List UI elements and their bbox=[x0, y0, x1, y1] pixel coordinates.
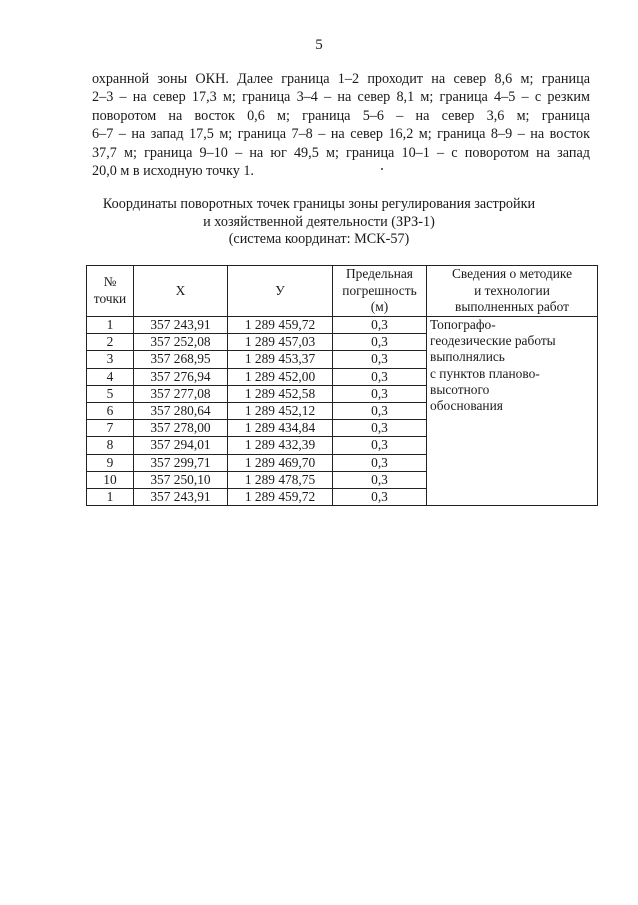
cell-y: 1 289 434,84 bbox=[228, 420, 333, 437]
cell-x: 357 277,08 bbox=[134, 385, 228, 402]
table-row bbox=[87, 317, 598, 334]
header-error-line: погрешность bbox=[342, 282, 417, 298]
cell-x: 357 294,01 bbox=[134, 437, 228, 454]
header-error-line: (м) bbox=[370, 299, 389, 315]
method-note-line: высотного bbox=[430, 381, 490, 397]
body-line: 6–7 – на запад 17,5 м; граница 7–8 – на север 16,2 м; граница 8–9 – на восток bbox=[92, 126, 590, 143]
body-line: 2–3 – на север 17,3 м; граница 3–4 – на север 8,1 м; граница 4–5 – с резким bbox=[92, 89, 590, 106]
cell-point: 1 bbox=[87, 489, 134, 506]
cell-error: 0,3 bbox=[333, 420, 427, 437]
cell-point: 5 bbox=[87, 385, 134, 402]
cell-point: 7 bbox=[87, 420, 134, 437]
cell-error: 0,3 bbox=[333, 351, 427, 368]
table-caption bbox=[0, 196, 638, 249]
header-method bbox=[427, 266, 598, 317]
stray-mark bbox=[381, 168, 383, 170]
cell-error: 0,3 bbox=[333, 334, 427, 351]
caption-line: Координаты поворотных точек границы зоны регулирования застройки bbox=[102, 196, 536, 212]
method-note-line: Топографо- bbox=[430, 317, 496, 332]
cell-x: 357 250,10 bbox=[134, 471, 228, 488]
body-line: поворотом на восток 0,6 м; граница 5–6 – на север 3,6 м; граница bbox=[92, 107, 590, 124]
body-paragraph bbox=[92, 70, 590, 180]
cell-point: 8 bbox=[87, 437, 134, 454]
cell-y: 1 289 457,03 bbox=[228, 334, 333, 351]
body-line: охранной зоны ОКН. Далее граница 1–2 проходит на север 8,6 м; граница bbox=[92, 71, 590, 87]
cell-error: 0,3 bbox=[333, 437, 427, 454]
cell-x: 357 243,91 bbox=[134, 489, 228, 506]
cell-x: 357 280,64 bbox=[134, 403, 228, 420]
method-note-cell bbox=[427, 317, 598, 506]
cell-error: 0,3 bbox=[333, 317, 427, 334]
cell-point: 9 bbox=[87, 454, 134, 471]
cell-point: 4 bbox=[87, 368, 134, 385]
body-line: 20,0 м в исходную точку 1. bbox=[92, 162, 254, 179]
header-y: У bbox=[228, 266, 333, 317]
cell-error: 0,3 bbox=[333, 489, 427, 506]
cell-y: 1 289 432,39 bbox=[228, 437, 333, 454]
cell-x: 357 268,95 bbox=[134, 351, 228, 368]
cell-y: 1 289 459,72 bbox=[228, 317, 333, 334]
cell-y: 1 289 453,37 bbox=[228, 351, 333, 368]
cell-x: 357 252,08 bbox=[134, 334, 228, 351]
cell-error: 0,3 bbox=[333, 471, 427, 488]
cell-x: 357 276,94 bbox=[134, 368, 228, 385]
cell-y: 1 289 452,12 bbox=[228, 403, 333, 420]
caption-line: и хозяйственной деятельности (ЗРЗ-1) bbox=[203, 213, 435, 230]
cell-x: 357 278,00 bbox=[134, 420, 228, 437]
page-number: 5 bbox=[315, 37, 323, 53]
method-note-line: выполнялись bbox=[430, 349, 505, 365]
cell-y: 1 289 452,58 bbox=[228, 385, 333, 402]
cell-error: 0,3 bbox=[333, 385, 427, 402]
header-x: X bbox=[134, 266, 228, 317]
cell-point: 2 bbox=[87, 334, 134, 351]
cell-x: 357 243,91 bbox=[134, 317, 228, 334]
cell-point: 6 bbox=[87, 403, 134, 420]
header-error bbox=[333, 266, 427, 317]
coordinates-table bbox=[86, 265, 598, 506]
cell-error: 0,3 bbox=[333, 454, 427, 471]
caption-line: (система координат: МСК-57) bbox=[228, 231, 410, 247]
header-method-line: Сведения о методике bbox=[451, 266, 573, 282]
header-point bbox=[87, 266, 134, 317]
cell-error: 0,3 bbox=[333, 368, 427, 385]
header-method-line: и технологии bbox=[474, 282, 550, 298]
method-note-line: обоснования bbox=[430, 398, 503, 414]
method-note-line: геодезические работы bbox=[430, 333, 556, 349]
cell-y: 1 289 469,70 bbox=[228, 454, 333, 471]
cell-y: 1 289 459,72 bbox=[228, 489, 333, 506]
cell-point: 3 bbox=[87, 351, 134, 368]
cell-error: 0,3 bbox=[333, 403, 427, 420]
cell-point: 1 bbox=[87, 317, 134, 334]
cell-x: 357 299,71 bbox=[134, 454, 228, 471]
cell-point: 10 bbox=[87, 471, 134, 488]
header-method-line: выполненных работ bbox=[455, 299, 569, 315]
cell-y: 1 289 452,00 bbox=[228, 368, 333, 385]
header-error-line: Предельная bbox=[346, 266, 413, 282]
table-header-row bbox=[87, 266, 598, 317]
cell-y: 1 289 478,75 bbox=[228, 471, 333, 488]
header-point-line: точки bbox=[93, 291, 127, 306]
body-line: 37,7 м; граница 9–10 – на юг 49,5 м; граница 10–1 – с поворотом на запад bbox=[92, 144, 590, 161]
header-point-line: № bbox=[103, 274, 117, 290]
method-note-line: с пунктов планово- bbox=[430, 365, 540, 381]
